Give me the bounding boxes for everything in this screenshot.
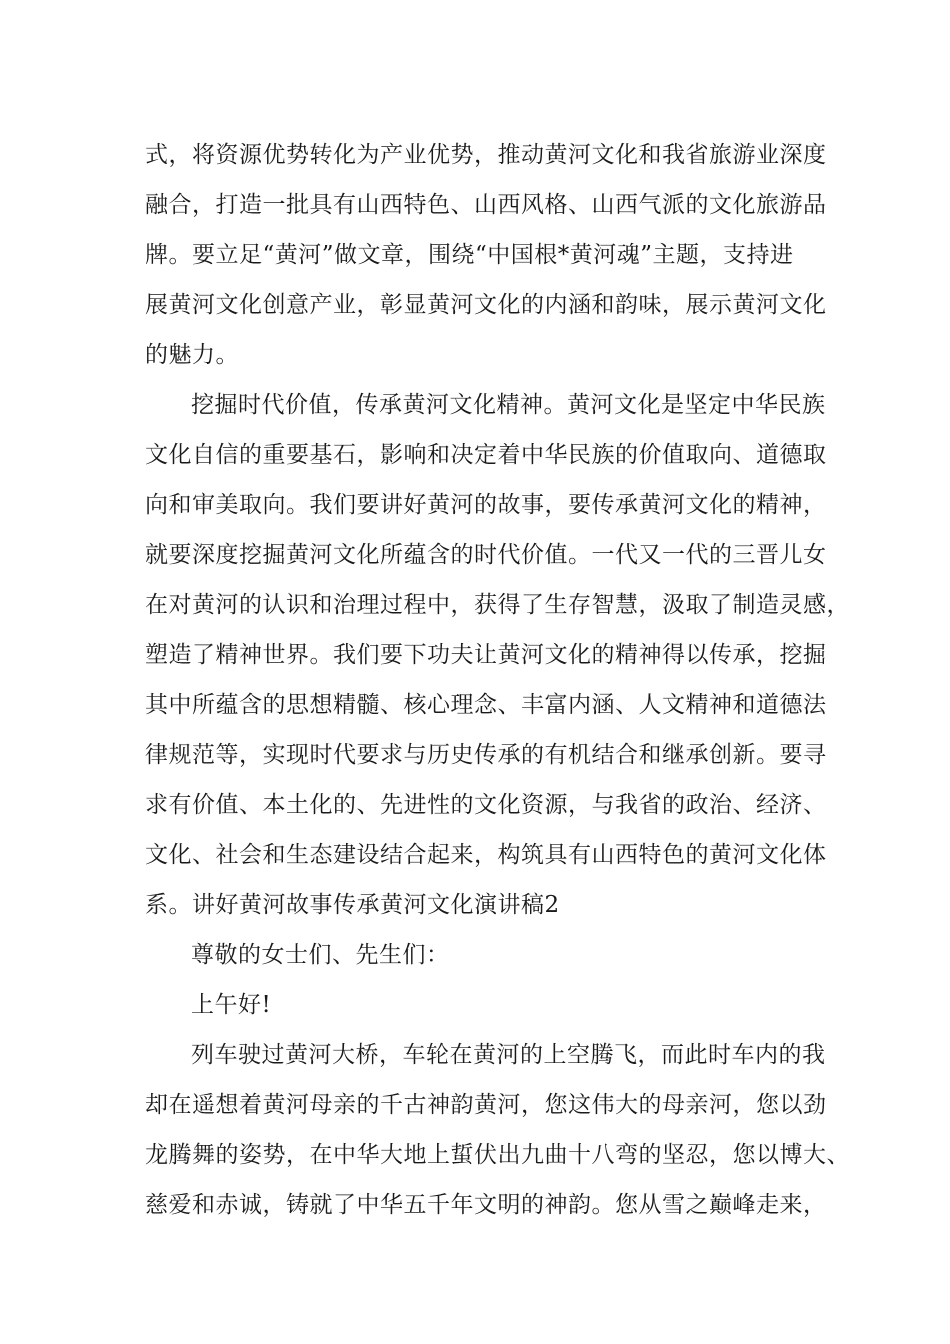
text-line: 系。讲好黄河故事传承黄河文化演讲稿2 — [145, 892, 560, 918]
text-line: 式，将资源优势转化为产业优势，推动黄河文化和我省旅游业深度 — [145, 142, 827, 168]
text-line: 文化、社会和生态建设结合起来，构筑具有山西特色的黄河文化体 — [145, 842, 827, 868]
text-line: 就要深度挖掘黄河文化所蕴含的时代价值。一代又一代的三晋儿女 — [145, 542, 827, 568]
text-line: 向和审美取向。我们要讲好黄河的故事，要传承黄河文化的精神， — [145, 492, 827, 518]
text-line: 牌。要立足“黄河”做文章，围绕“中国根*黄河魂”主题，支持进 — [145, 242, 794, 268]
text-line: 塑造了精神世界。我们要下功夫让黄河文化的精神得以传承，挖掘 — [145, 642, 827, 668]
text-line: 的魅力。 — [145, 342, 239, 368]
greeting-line: 上午好! — [191, 992, 272, 1018]
text-line: 律规范等，实现时代要求与历史传承的有机结合和继承创新。要寻 — [145, 742, 827, 768]
text-line: 慈爱和赤诚，铸就了中华五千年文明的神韵。您从雪之巅峰走来， — [145, 1192, 827, 1218]
text-line: 其中所蕴含的思想精髓、核心理念、丰富内涵、人文精神和道德法 — [145, 692, 827, 718]
text-line: 展黄河文化创意产业，彰显黄河文化的内涵和韵味，展示黄河文化 — [145, 292, 827, 318]
text-line: 在对黄河的认识和治理过程中，获得了生存智慧，汲取了制造灵感， — [145, 592, 850, 618]
text-line: 却在遥想着黄河母亲的千古神韵黄河，您这伟大的母亲河，您以劲 — [145, 1092, 827, 1118]
text-line: 龙腾舞的姿势，在中华大地上蜇伏出九曲十八弯的坚忍，您以博大、 — [145, 1142, 850, 1168]
text-line: 求有价值、本土化的、先进性的文化资源，与我省的政治、经济、 — [145, 792, 827, 818]
salutation-line: 尊敬的女士们、先生们： — [191, 942, 450, 968]
text-line: 文化自信的重要基石，影响和决定着中华民族的价值取向、道德取 — [145, 442, 827, 468]
document-page — [145, 130, 850, 1230]
paragraph-start-line: 挖掘时代价值，传承黄河文化精神。黄河文化是坚定中华民族 — [191, 392, 826, 418]
paragraph-start-line: 列车驶过黄河大桥，车轮在黄河的上空腾飞，而此时车内的我 — [191, 1042, 826, 1068]
text-line: 融合，打造一批具有山西特色、山西风格、山西气派的文化旅游品 — [145, 192, 827, 218]
